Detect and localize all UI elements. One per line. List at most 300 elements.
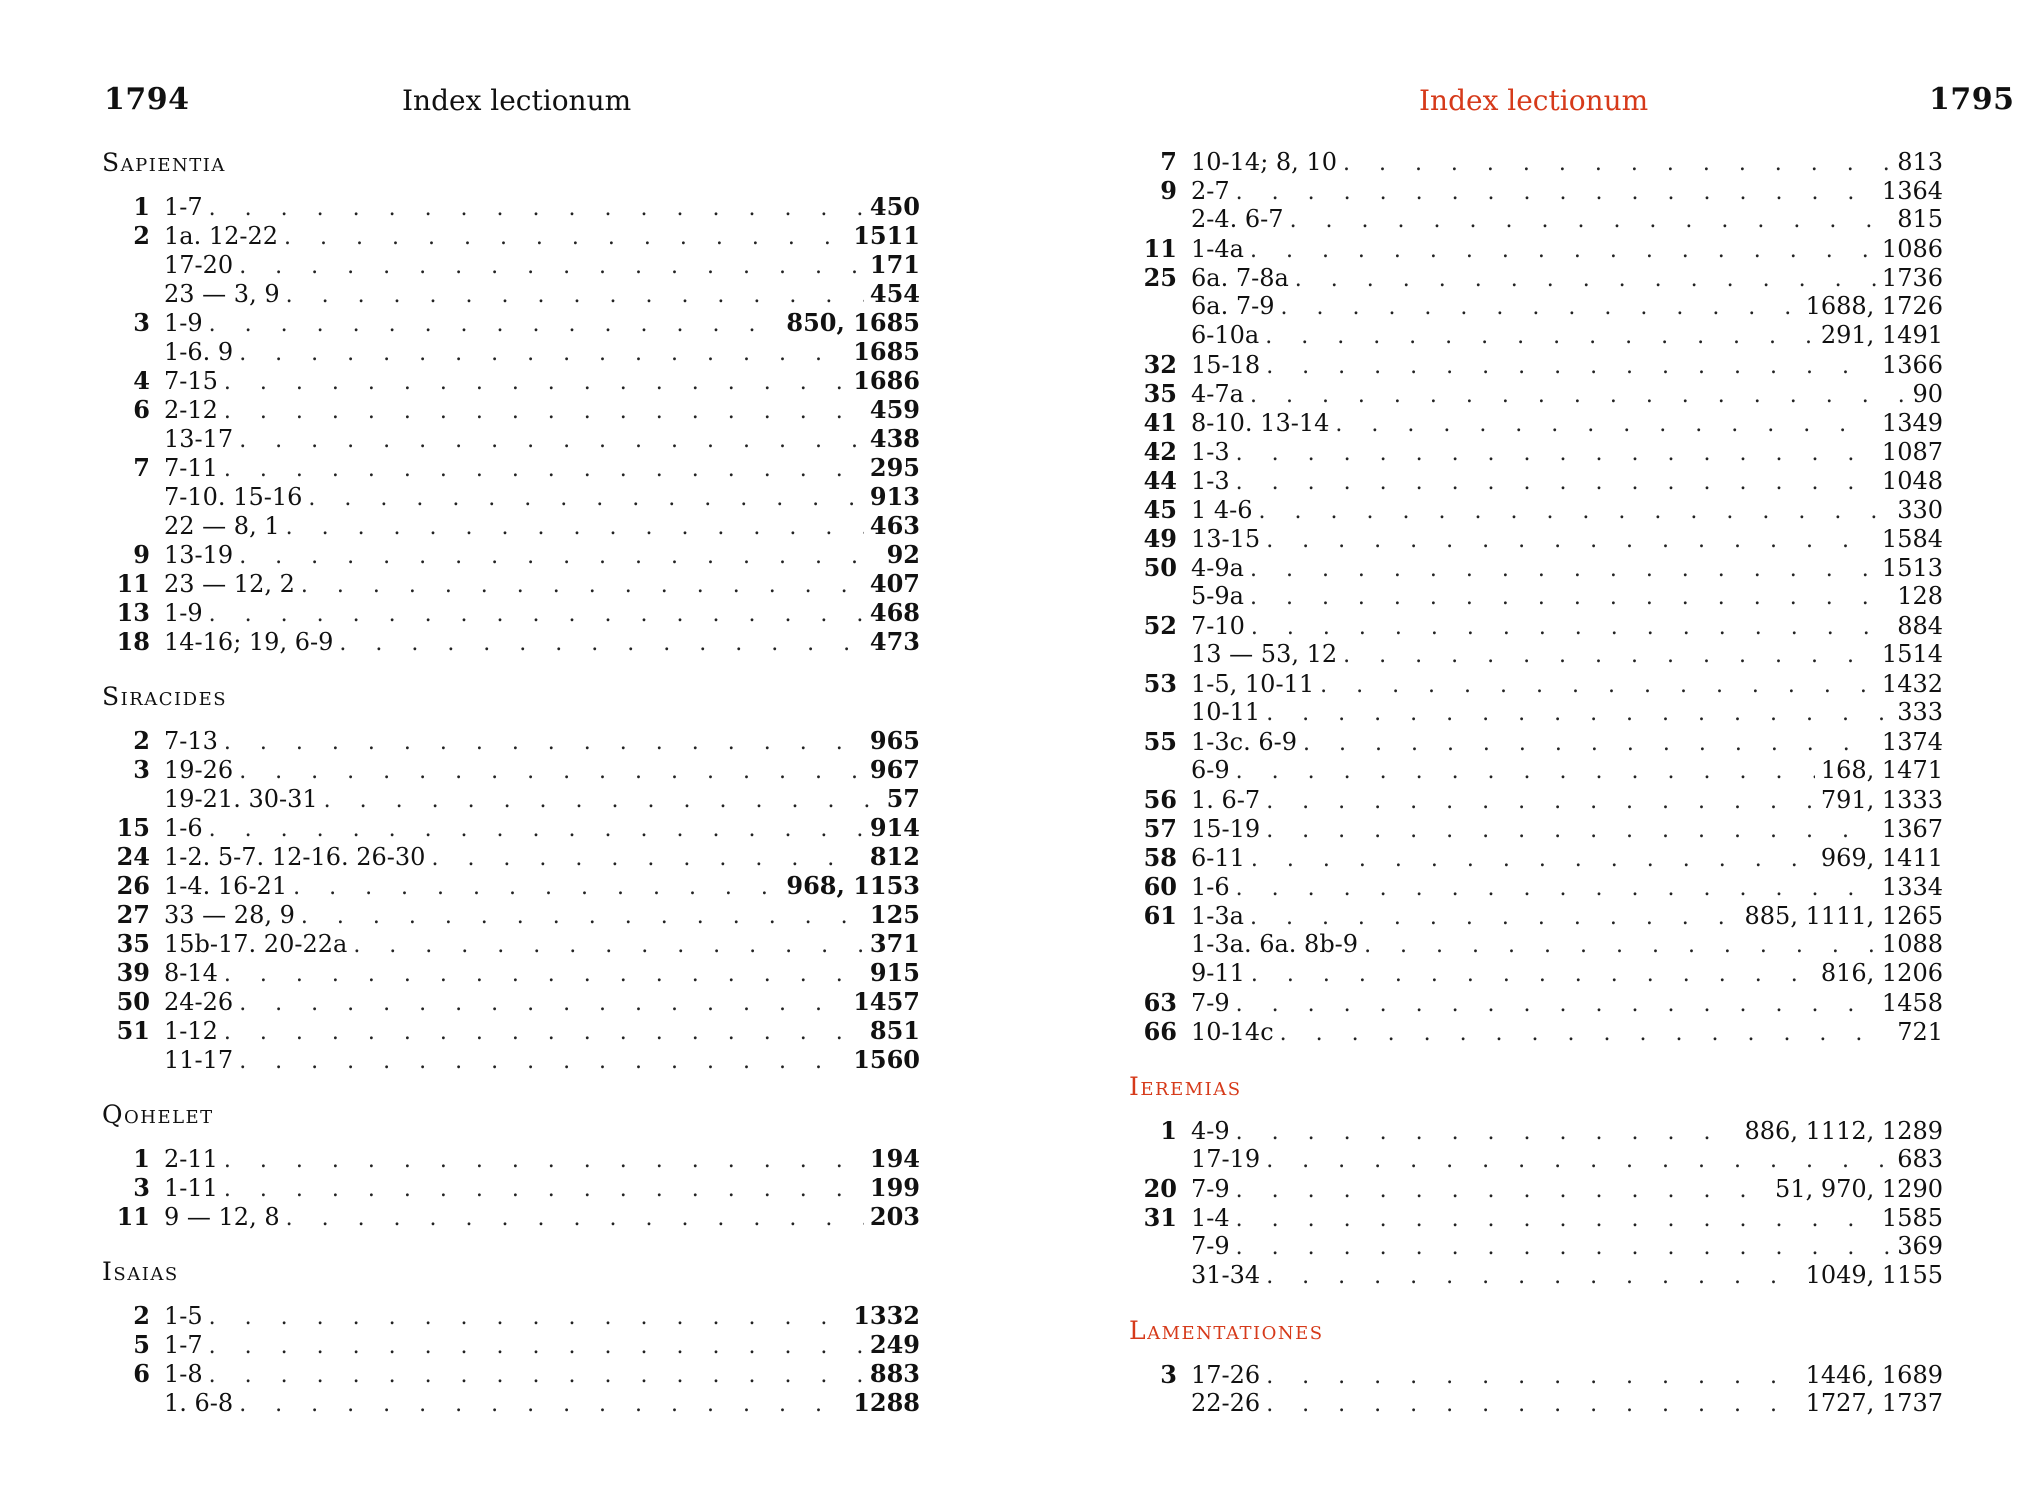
verse-reference: 6a. 7-9 [1191,292,1275,320]
page-reference: 371 [869,929,920,958]
page-reference: 816, 1206 [1820,959,1943,987]
page-number: 1794 [104,82,190,117]
page-reference: 1560 [853,1045,920,1074]
verse-reference: 1-6. 9 [164,338,234,366]
chapter-number: 3 [133,755,150,784]
index-entry [102,813,920,842]
running-header: Index lectionum [1419,84,1649,117]
chapter-number: 11 [116,1202,150,1231]
dot-leader [353,931,864,960]
verse-reference: 1-11 [164,1174,218,1202]
index-entry [1129,1261,1943,1290]
index-entry [1129,263,1943,292]
dot-leader [1364,931,1876,960]
index-entry [1129,727,1943,756]
index-entry [1129,785,1943,814]
page-reference: 450 [869,192,920,221]
index-entry [1129,698,1943,727]
page-reference: 885, 1111, 1265 [1744,902,1943,930]
index-entry [102,1173,920,1202]
chapter-number: 44 [1143,466,1177,495]
dot-leader [1266,816,1876,845]
index-entry [1129,1232,1943,1261]
chapter-number: 41 [1143,408,1177,437]
verse-reference: 10-14c [1191,1018,1274,1046]
verse-reference: 1-5, 10-11 [1191,670,1315,698]
book-title: Siracides [102,682,228,711]
page-reference: 1334 [1881,873,1943,901]
index-entry [102,511,920,540]
dot-leader [224,728,864,757]
page-reference: 407 [869,569,920,598]
index-entry [1129,176,1943,205]
page-number: 1795 [1929,82,2015,117]
chapter-number: 60 [1143,872,1177,901]
chapter-number: 3 [133,308,150,337]
page-reference: 1374 [1881,728,1943,756]
verse-reference: 1-9 [164,599,203,627]
verse-reference: 17-19 [1191,1145,1261,1173]
dot-leader [308,484,864,513]
index-entry [102,250,920,279]
index-entry [102,279,920,308]
dot-leader [1303,729,1876,758]
index-entry [1129,147,1943,176]
verse-reference: 7-9 [1191,1175,1230,1203]
chapter-number: 2 [133,726,150,755]
verse-reference: 10-11 [1191,698,1261,726]
index-entry [1129,553,1943,582]
dot-leader [1266,1390,1799,1419]
page-reference: 1513 [1881,554,1943,582]
chapter-number: 35 [116,929,150,958]
chapter-number: 25 [1143,263,1177,292]
dot-leader [286,281,864,310]
index-column [102,148,920,1443]
page-reference: 203 [869,1202,920,1231]
page-reference: 1511 [853,221,920,250]
verse-reference: 5-9a [1191,582,1244,610]
dot-leader [1236,1118,1739,1147]
chapter-number: 63 [1143,988,1177,1017]
verse-reference: 1-7 [164,193,203,221]
index-entry [1129,872,1943,901]
index-entry [1129,1360,1943,1389]
index-entry [102,424,920,453]
page-reference: 1367 [1881,815,1943,843]
index-entry [1129,843,1943,872]
book-section [102,1257,920,1417]
index-entry [1129,1203,1943,1232]
index-entry [102,1045,920,1074]
page-reference: 333 [1897,698,1943,726]
verse-reference: 10-14; 8, 10 [1191,148,1337,176]
page-reference: 473 [869,627,920,656]
verse-reference: 4-9 [1191,1117,1230,1145]
verse-reference: 1-4a [1191,235,1244,263]
chapter-number: 11 [116,569,150,598]
verse-reference: 11-17 [164,1046,234,1074]
index-entry [1129,408,1943,437]
chapter-number: 2 [133,1301,150,1330]
page-reference: 194 [869,1144,920,1173]
chapter-number: 53 [1143,669,1177,698]
verse-reference: 1-8 [164,1360,203,1388]
page-reference: 1585 [1881,1204,1943,1232]
dot-leader [1236,178,1876,207]
chapter-number: 6 [133,395,150,424]
index-entry [1129,611,1943,640]
dot-leader [239,989,847,1018]
dot-leader [224,1018,864,1047]
page-reference: 791, 1333 [1820,786,1943,814]
dot-leader [301,902,864,931]
page-reference: 683 [1897,1145,1943,1173]
dot-leader [209,1303,848,1332]
page-reference: 915 [869,958,920,987]
book-title: Qohelet [102,1100,214,1129]
page-reference: 199 [869,1173,920,1202]
dot-leader [224,960,864,989]
chapter-number: 42 [1143,437,1177,466]
dot-leader [209,815,864,844]
dot-leader [1266,1362,1799,1391]
verse-reference: 7-9 [1191,989,1230,1017]
chapter-number: 5 [133,1330,150,1359]
page-reference: 295 [869,453,920,482]
index-entry [1129,582,1943,611]
running-header: Index lectionum [402,84,632,117]
dot-leader [1251,960,1815,989]
dot-leader [1251,613,1891,642]
chapter-number: 58 [1143,843,1177,872]
dot-leader [224,1175,864,1204]
page-reference: 815 [1897,205,1943,233]
chapter-number: 11 [1143,234,1177,263]
page-reference: 1288 [853,1388,920,1417]
page-reference: 968, 1153 [786,871,920,900]
index-entry [102,308,920,337]
dot-leader [1236,757,1815,786]
verse-reference: 17-26 [1191,1361,1261,1389]
right-page [1011,0,2022,1500]
chapter-number: 1 [133,1144,150,1173]
page-reference: 1432 [1881,670,1943,698]
dot-leader [1266,1146,1891,1175]
page-reference: 369 [1897,1232,1943,1260]
page-reference: 1366 [1881,351,1943,379]
page-reference: 884 [1897,612,1943,640]
dot-leader [431,844,863,873]
index-entry [1129,321,1943,350]
dot-leader [1250,583,1891,612]
page-reference: 813 [1897,148,1943,176]
page-reference: 914 [869,813,920,842]
dot-leader [1251,845,1815,874]
page-reference: 57 [886,784,920,813]
chapter-number: 26 [116,871,150,900]
dot-leader [1343,149,1891,178]
chapter-number: 3 [133,1173,150,1202]
verse-reference: 8-10. 13-14 [1191,409,1330,437]
verse-reference: 1 4-6 [1191,496,1253,524]
dot-leader [239,252,864,281]
dot-leader [209,1361,864,1390]
page-reference: 438 [869,424,920,453]
dot-leader [224,455,864,484]
index-entry [102,842,920,871]
verse-reference: 19-21. 30-31 [164,785,318,813]
dot-leader [239,1390,847,1419]
dot-leader [324,786,881,815]
chapter-number: 9 [1160,176,1177,205]
page-reference: 249 [869,1330,920,1359]
dot-leader [239,757,864,786]
verse-reference: 1. 6-8 [164,1389,234,1417]
verse-reference: 2-11 [164,1145,218,1173]
verse-reference: 13-19 [164,541,234,569]
page-reference: 851 [869,1016,920,1045]
page-reference: 1446, 1689 [1805,1361,1943,1389]
page-reference: 965 [869,726,920,755]
index-entry [102,540,920,569]
page-reference: 1332 [853,1301,920,1330]
index-entry [1129,292,1943,321]
page-reference: 812 [869,842,920,871]
index-entry [102,1202,920,1231]
page-reference: 128 [1897,582,1943,610]
dot-leader [1280,293,1799,322]
dot-leader [286,1204,864,1233]
dot-leader [209,600,864,629]
dot-leader [1266,352,1876,381]
dot-leader [1236,990,1876,1019]
dot-leader [1236,468,1876,497]
dot-leader [1236,1176,1769,1205]
dot-leader [1280,1019,1892,1048]
verse-reference: 6-10a [1191,321,1260,349]
dot-leader [1250,236,1876,265]
dot-leader [1266,699,1891,728]
verse-reference: 23 — 12, 2 [164,570,295,598]
page-reference: 291, 1491 [1820,321,1943,349]
index-entry [102,1330,920,1359]
book-section [1129,147,1943,1046]
dot-leader [224,368,847,397]
book-title: Sapientia [102,148,226,177]
page-reference: 850, 1685 [786,308,920,337]
chapter-number: 51 [116,1016,150,1045]
page-reference: 330 [1897,496,1943,524]
page-reference: 51, 970, 1290 [1775,1175,1943,1203]
index-entry [102,1388,920,1417]
chapter-number: 7 [1160,147,1177,176]
index-entry [1129,1145,1943,1174]
verse-reference: 7-13 [164,727,218,755]
dot-leader [1250,381,1906,410]
page-reference: 913 [869,482,920,511]
index-entry [102,598,920,627]
verse-reference: 1-4 [1191,1204,1230,1232]
page-reference: 1049, 1155 [1805,1261,1943,1289]
dot-leader [1265,322,1815,351]
index-entry [102,569,920,598]
verse-reference: 14-16; 19, 6-9 [164,628,334,656]
index-entry [1129,988,1943,1017]
verse-reference: 1-3a. 6a. 8b-9 [1191,930,1359,958]
index-entry [1129,1017,1943,1046]
index-entry [102,755,920,784]
chapter-number: 57 [1143,814,1177,843]
chapter-number: 27 [116,900,150,929]
chapter-number: 45 [1143,495,1177,524]
page-reference: 1685 [853,337,920,366]
index-entry [1129,466,1943,495]
chapter-number: 50 [1143,553,1177,582]
index-entry [102,871,920,900]
verse-reference: 7-9 [1191,1232,1230,1260]
verse-reference: 13-17 [164,425,234,453]
dot-leader [239,1047,847,1076]
chapter-number: 39 [116,958,150,987]
book-section [102,1100,920,1231]
index-entry [1129,930,1943,959]
book-section [1129,1072,1943,1290]
verse-reference: 1-3 [1191,467,1230,495]
index-entry [102,395,920,424]
index-entry [102,453,920,482]
dot-leader [1236,1205,1876,1234]
book-title: Isaias [102,1257,179,1286]
dot-leader [1250,555,1876,584]
dot-leader [209,194,864,223]
chapter-number: 7 [133,453,150,482]
dot-leader [1266,787,1815,816]
book-title: Ieremias [1129,1072,1242,1101]
page-reference: 1514 [1881,640,1943,668]
verse-reference: 4-7a [1191,380,1244,408]
page-reference: 1364 [1881,177,1943,205]
index-entry [102,366,920,395]
chapter-number: 13 [116,598,150,627]
verse-reference: 13 — 53, 12 [1191,640,1338,668]
index-entry [1129,901,1943,930]
verse-reference: 9 — 12, 8 [164,1203,280,1231]
index-entry [1129,1389,1943,1418]
verse-reference: 2-12 [164,396,218,424]
book-section [102,682,920,1074]
index-entry [1129,669,1943,698]
page-reference: 1584 [1881,525,1943,553]
verse-reference: 1-7 [164,1331,203,1359]
dot-leader [224,1146,864,1175]
index-entry [1129,437,1943,466]
dot-leader [1343,641,1876,670]
verse-reference: 7-10. 15-16 [164,483,303,511]
dot-leader [339,629,864,658]
verse-reference: 1-3c. 6-9 [1191,728,1297,756]
index-entry [1129,640,1943,669]
index-entry [1129,495,1943,524]
chapter-number: 55 [1143,727,1177,756]
index-entry [1129,959,1943,988]
verse-reference: 22-26 [1191,1389,1261,1417]
chapter-number: 15 [116,813,150,842]
page-reference: 468 [869,598,920,627]
index-entry [1129,1174,1943,1203]
chapter-number: 1 [133,192,150,221]
chapter-number: 6 [133,1359,150,1388]
index-entry [1129,205,1943,234]
verse-reference: 9-11 [1191,959,1245,987]
index-entry [1129,379,1943,408]
dot-leader [224,397,864,426]
verse-reference: 7-15 [164,367,218,395]
verse-reference: 7-10 [1191,612,1245,640]
page-reference: 1087 [1881,438,1943,466]
index-entry [102,627,920,656]
index-entry [102,337,920,366]
verse-reference: 15b-17. 20-22a [164,930,348,958]
index-entry [102,221,920,250]
dot-leader [284,223,847,252]
dot-leader [1290,206,1892,235]
verse-reference: 1-6 [1191,873,1230,901]
index-entry [102,784,920,813]
dot-leader [1250,903,1739,932]
page-reference: 1349 [1881,409,1943,437]
page-reference: 1088 [1881,930,1943,958]
page-reference: 90 [1912,380,1943,408]
dot-leader [1236,874,1876,903]
verse-reference: 1-9 [164,309,203,337]
chapter-number: 56 [1143,785,1177,814]
index-entry [102,929,920,958]
index-entry [1129,756,1943,785]
page-reference: 969, 1411 [1820,844,1943,872]
dot-leader [1320,671,1876,700]
verse-reference: 31-34 [1191,1261,1261,1289]
index-entry [102,900,920,929]
verse-reference: 15-18 [1191,351,1261,379]
page-reference: 1086 [1881,235,1943,263]
chapter-number: 20 [1143,1174,1177,1203]
chapter-number: 49 [1143,524,1177,553]
page-reference: 168, 1471 [1820,756,1943,784]
index-entry [102,482,920,511]
page-reference: 1727, 1737 [1805,1389,1943,1417]
verse-reference: 1-6 [164,814,203,842]
dot-leader [1266,526,1876,555]
index-entry [102,987,920,1016]
page-reference: 1457 [853,987,920,1016]
index-entry [102,1016,920,1045]
chapter-number: 2 [133,221,150,250]
dot-leader [209,310,781,339]
page-reference: 721 [1897,1018,1943,1046]
index-entry [102,1359,920,1388]
chapter-number: 3 [1160,1360,1177,1389]
chapter-number: 32 [1143,350,1177,379]
verse-reference: 15-19 [1191,815,1261,843]
page-reference: 883 [869,1359,920,1388]
chapter-number: 1 [1160,1116,1177,1145]
page-reference: 459 [869,395,920,424]
page-reference: 454 [869,279,920,308]
page-reference: 1458 [1881,989,1943,1017]
index-entry [102,192,920,221]
chapter-number: 24 [116,842,150,871]
